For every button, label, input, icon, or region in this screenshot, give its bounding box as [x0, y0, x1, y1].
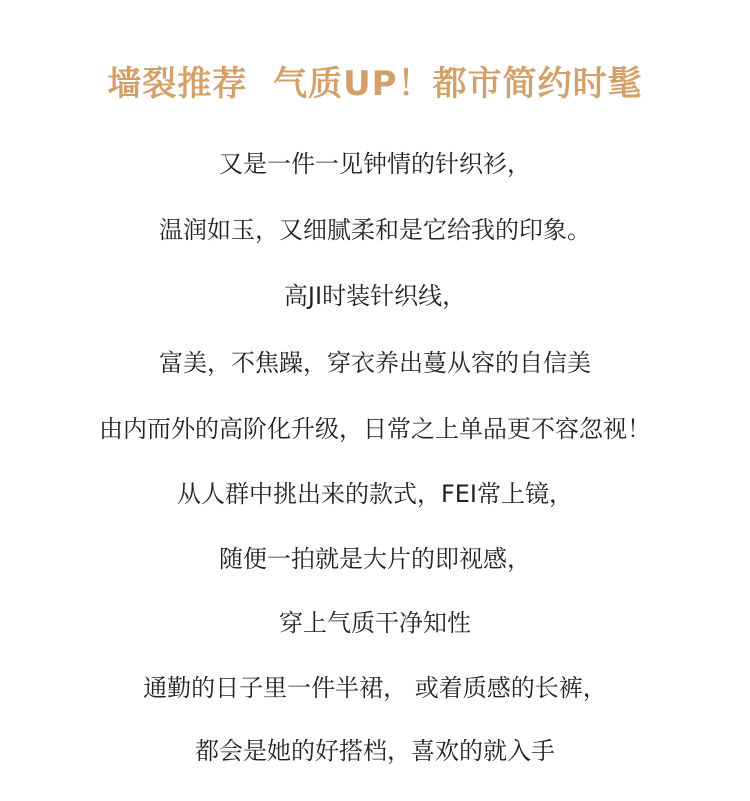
- description-line-8: 穿上气质干净知性: [279, 609, 471, 637]
- description-line-10: 都会是她的好搭档，喜欢的就入手: [195, 737, 555, 765]
- headline: 墙裂推荐 气质UP！都市简约时髦: [107, 64, 643, 104]
- description-line-7: 随便一拍就是大片的即视感，: [219, 545, 531, 573]
- description-line-3: 高JI时装针织线，: [283, 282, 467, 310]
- description-line-9: 通勤的日子里一件半裙， 或着质感的长裤，: [143, 674, 607, 702]
- description-line-5: 由内而外的高阶化升级，日常之上单品更不容忽视！: [99, 415, 651, 443]
- description-line-2: 温润如玉，又细腻柔和是它给我的印象。: [159, 216, 591, 244]
- description-line-4: 富美，不焦躁，穿衣养出蔓从容的自信美: [159, 349, 591, 377]
- description-line-1: 又是一件一见钟情的针织衫，: [219, 150, 531, 178]
- description-line-6: 从人群中挑出来的款式，FEI常上镜，: [176, 480, 574, 508]
